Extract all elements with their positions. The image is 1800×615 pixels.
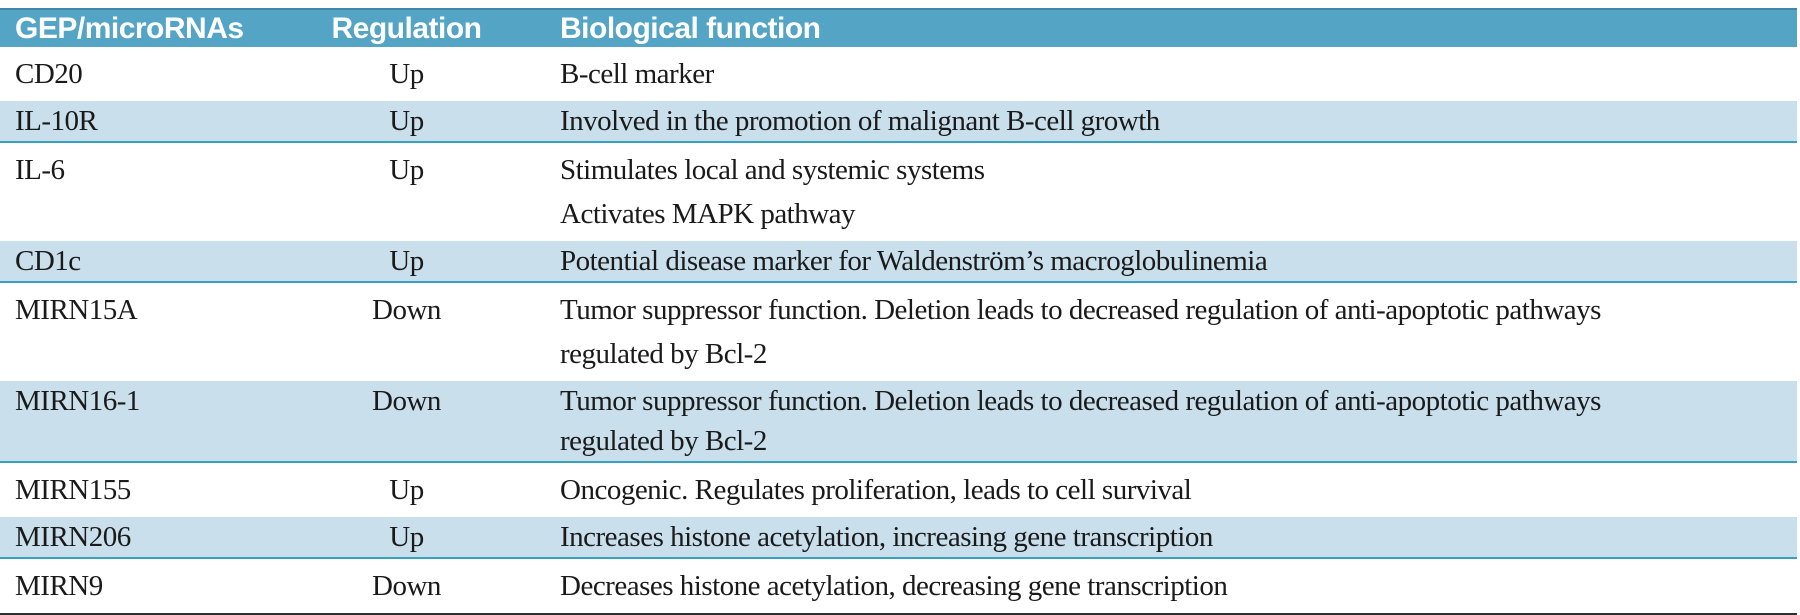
column-header-regulation: Regulation	[283, 9, 530, 47]
gene-cell: CD1c	[0, 241, 283, 282]
gene-cell: MIRN9	[0, 558, 283, 614]
function-cell	[530, 142, 1797, 241]
gene-cell: MIRN155	[0, 462, 283, 517]
function-line: Oncogenic. Regulates proliferation, leads to cell survival	[560, 474, 1192, 506]
function-line: Activates MAPK pathway	[560, 198, 856, 230]
column-header-gep-micrornas: GEP/microRNAs	[0, 9, 283, 47]
table-body	[0, 47, 1797, 614]
gene-cell: IL-6	[0, 142, 283, 241]
regulation-cell: Down	[283, 381, 530, 462]
function-line: Involved in the promotion of malignant B-cell growth	[560, 105, 1160, 137]
regulation-cell: Up	[283, 142, 530, 241]
function-line: Tumor suppressor function. Deletion leads to decreased regulation of anti-apoptotic pathways	[560, 385, 1601, 417]
table-row	[0, 462, 1797, 517]
regulation-cell: Down	[283, 282, 530, 381]
function-cell	[530, 101, 1797, 142]
regulation-cell: Down	[283, 558, 530, 614]
function-cell	[530, 282, 1797, 381]
header-row	[0, 9, 1797, 47]
function-line: Stimulates local and systemic systems	[560, 154, 985, 186]
regulation-cell: Up	[283, 47, 530, 101]
table-row	[0, 381, 1797, 462]
function-cell	[530, 47, 1797, 101]
table-row	[0, 517, 1797, 558]
table-row	[0, 47, 1797, 101]
regulation-cell: Up	[283, 462, 530, 517]
gene-cell: MIRN206	[0, 517, 283, 558]
function-line: Tumor suppressor function. Deletion leads to decreased regulation of anti-apoptotic pathways	[560, 294, 1601, 326]
table-row	[0, 558, 1797, 614]
gene-cell: CD20	[0, 47, 283, 101]
gene-cell: IL-10R	[0, 101, 283, 142]
gene-cell: MIRN15A	[0, 282, 283, 381]
mirna-table	[0, 8, 1797, 615]
regulation-cell: Up	[283, 101, 530, 142]
gene-cell: MIRN16-1	[0, 381, 283, 462]
function-line: Decreases histone acetylation, decreasing gene transcription	[560, 570, 1228, 602]
column-header-biological-function: Biological function	[530, 9, 1797, 47]
function-cell	[530, 241, 1797, 282]
table-header	[0, 9, 1797, 47]
function-cell	[530, 517, 1797, 558]
table-row	[0, 241, 1797, 282]
function-cell	[530, 462, 1797, 517]
table-row	[0, 101, 1797, 142]
regulation-cell: Up	[283, 241, 530, 282]
function-cell	[530, 558, 1797, 614]
table-row	[0, 142, 1797, 241]
function-line: B-cell marker	[560, 58, 714, 90]
regulation-cell: Up	[283, 517, 530, 558]
function-line: regulated by Bcl-2	[560, 338, 767, 370]
function-line: Increases histone acetylation, increasing gene transcription	[560, 521, 1213, 553]
function-cell	[530, 381, 1797, 462]
function-line: regulated by Bcl-2	[560, 425, 767, 457]
function-line: Potential disease marker for Waldenström’s macroglobulinemia	[560, 245, 1268, 277]
table-row	[0, 282, 1797, 381]
